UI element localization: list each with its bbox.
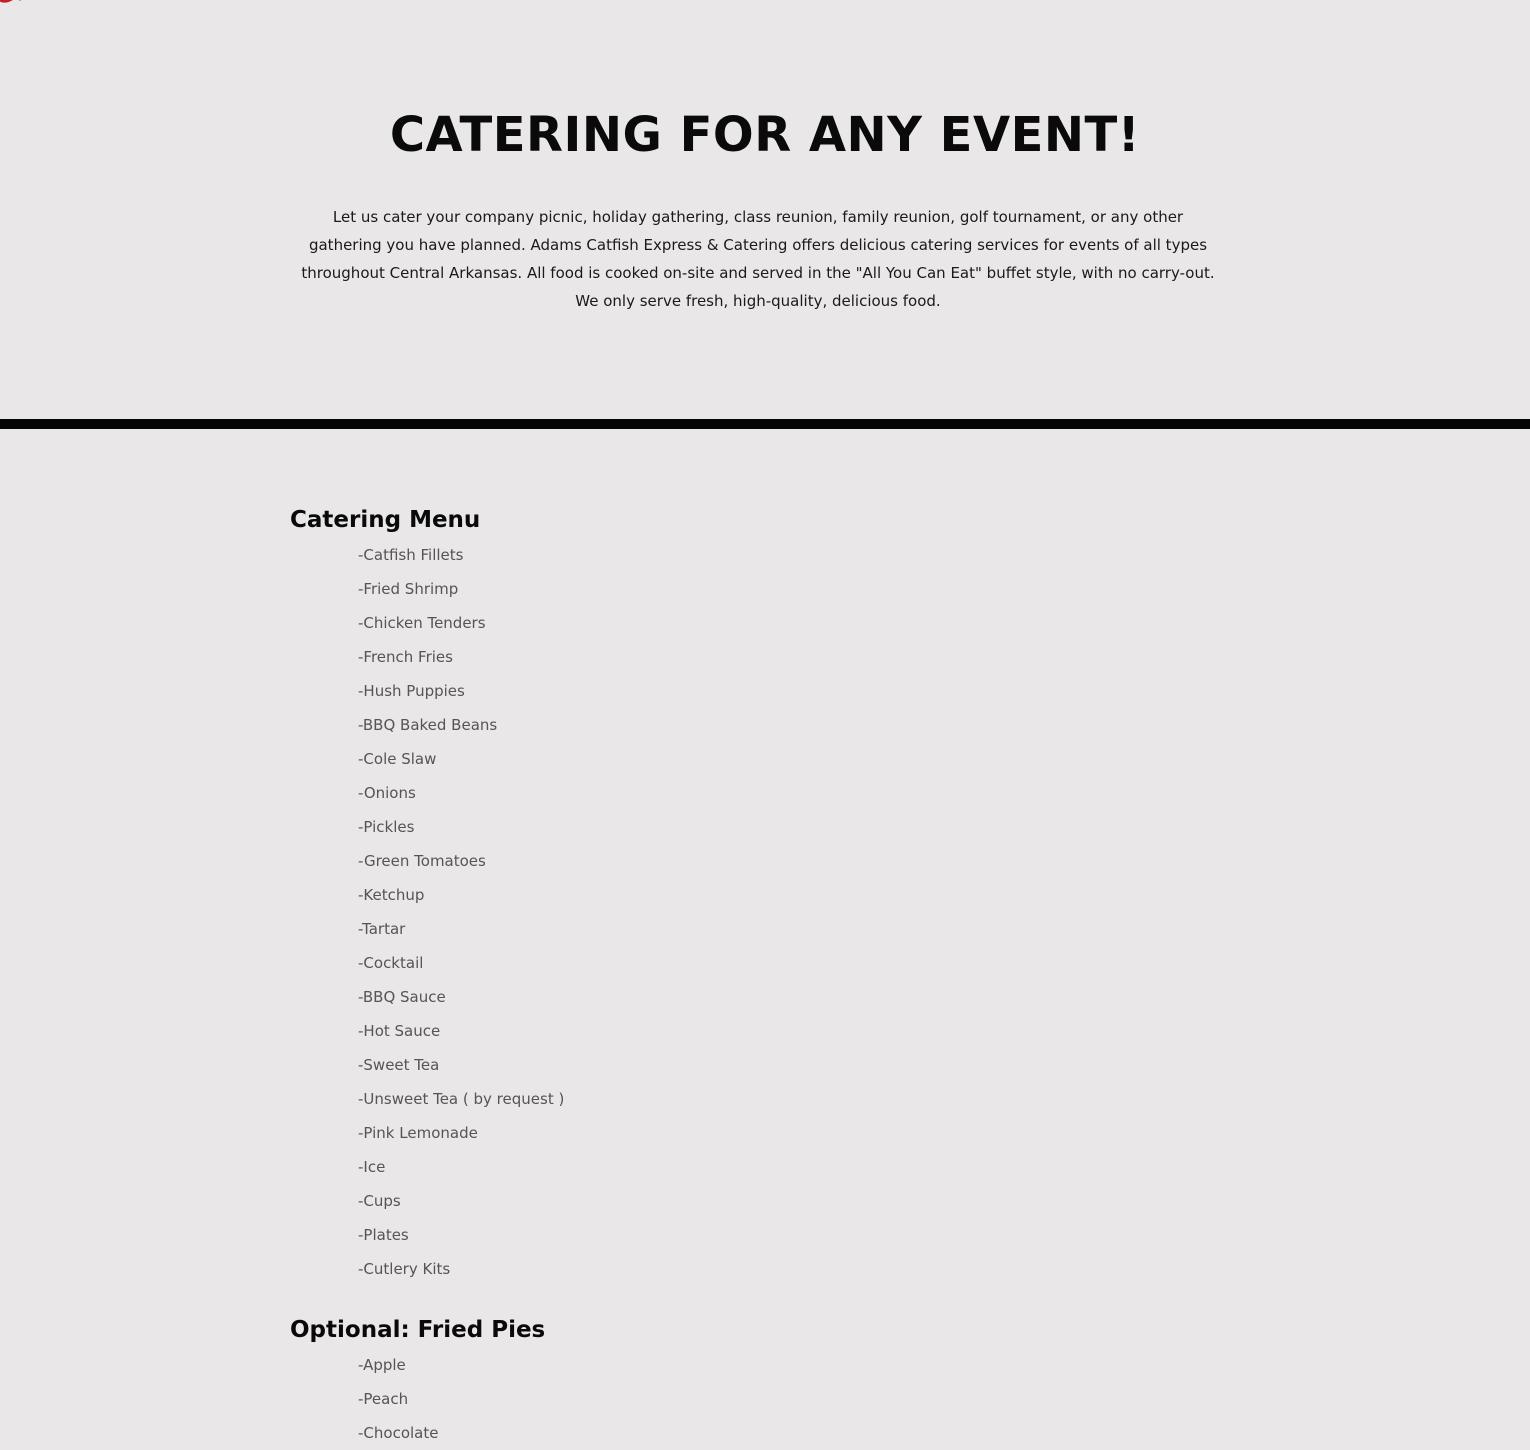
menu-item: -Fried Shrimp <box>358 580 459 598</box>
menu-item: -Cups <box>358 1192 401 1210</box>
hero-section <box>0 0 1530 419</box>
menu-item: -BBQ Sauce <box>358 988 446 1006</box>
section-divider <box>0 419 1530 429</box>
menu-item: -Cole Slaw <box>358 750 437 768</box>
fried-pies-list <box>290 1348 1190 1450</box>
menu-item: -Apple <box>358 1356 406 1374</box>
hero-description: Let us cater your company picnic, holiday gathering, class reunion, family reunion, golf tournament, or any other gathering you have planned. Adams Catfish Express & Catering offers delicious catering services for events of all types throughout Central Arkansas. All food is cooked on-site and served in the "All You Can Eat" buffet style, with no carry-out. We only serve fresh, high-quality, delicious food. <box>301 208 1215 310</box>
menu-item: -Pickles <box>358 818 415 836</box>
menu-item: -Chicken Tenders <box>358 614 486 632</box>
page-title: CATERING FOR ANY EVENT! <box>389 107 1141 163</box>
menu-item: -Peach <box>358 1390 409 1408</box>
menu-item: -Green Tomatoes <box>358 852 486 870</box>
menu-item: -Hot Sauce <box>358 1022 441 1040</box>
menu-item: -Cocktail <box>358 954 424 972</box>
catering-menu-list <box>290 538 1190 1286</box>
menu-item: -French Fries <box>358 648 453 666</box>
catering-menu-heading: Catering Menu <box>290 507 481 533</box>
fried-pies-heading: Optional: Fried Pies <box>290 1317 546 1343</box>
menu-item: -Hush Puppies <box>358 682 465 700</box>
menu-item: -Ketchup <box>358 886 425 904</box>
menu-item: -Ice <box>358 1158 386 1176</box>
menu-item: -Plates <box>358 1226 409 1244</box>
menu-item: -Catfish Fillets <box>358 546 464 564</box>
menu-item: -Pink Lemonade <box>358 1124 478 1142</box>
fried-pies-section <box>290 1312 1190 1450</box>
menu-item: -Onions <box>358 784 416 802</box>
menu-item: -Cutlery Kits <box>358 1260 451 1278</box>
menu-item: -BBQ Baked Beans <box>358 716 498 734</box>
menu-item: -Chocolate <box>358 1424 439 1442</box>
menu-item: -Sweet Tea <box>358 1056 440 1074</box>
menu-item: -Tartar <box>358 920 406 938</box>
catering-menu-section <box>290 502 1190 1286</box>
menu-item: -Unsweet Tea ( by request ) <box>358 1090 565 1108</box>
